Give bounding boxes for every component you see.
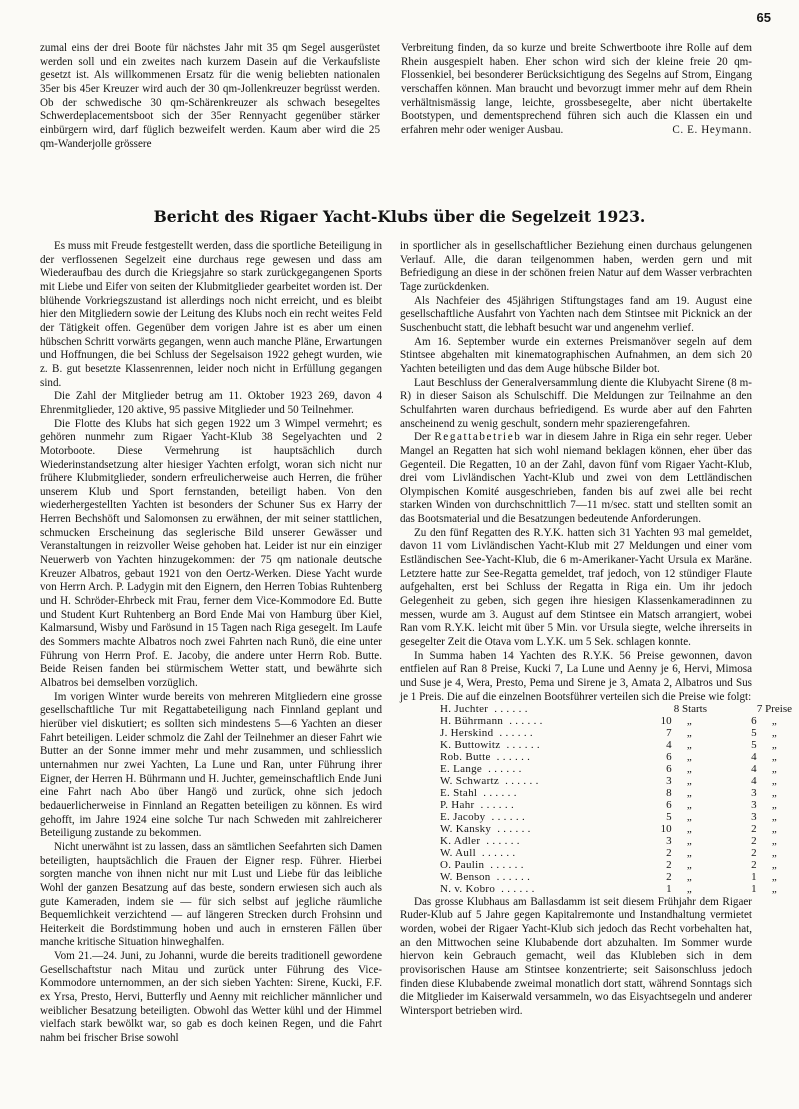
leader-dots: . . . . . . — [483, 786, 517, 799]
ditto-mark: „ — [771, 810, 777, 823]
leader-dots: . . . . . . — [506, 739, 540, 752]
starts-cell: 5 — [666, 810, 672, 823]
ditto-mark: „ — [686, 786, 692, 799]
top-right-column — [401, 42, 752, 138]
ditto-mark: „ — [686, 775, 692, 788]
table-row — [440, 836, 792, 848]
ditto-mark: „ — [686, 834, 692, 847]
leader-dots: . . . . . . — [496, 870, 531, 883]
skipper-name-cell — [440, 884, 622, 896]
starts-cell: 6 — [666, 798, 672, 811]
preise-cell: 2 — [751, 822, 757, 835]
ditto-mark: „ — [771, 775, 777, 788]
skipper-name: E. Jacoby — [440, 810, 486, 823]
table-row — [440, 860, 792, 872]
ditto-mark: „ — [686, 858, 692, 871]
ditto-mark: „ — [771, 858, 777, 871]
starts-cell: 8 — [666, 786, 672, 799]
left-column — [40, 240, 382, 1046]
top-right-text: Verbreitung finden, da so kurze und breite Schwertboote ihre Rolle auf dem Rhein ausgespielt haben. Eher schon wird sich der kleine freie 20 qm-Flossenkiel, bei besonderer Berücksichtigung des Segelns auf Strom, Eingang verschaffen können. Man braucht und bevorzugt immer mehr auf dem Rhein verhältnismässig lange, leichte, grossbesegelte, aber nicht übertakelte Bootstypen, und dementsprechend führen sich auch die Klassen ein und erfahren mehr oder weniger Ausbau. — [401, 42, 752, 136]
preise-cell: 5 — [751, 739, 757, 752]
preise-cell: 3 — [751, 810, 757, 823]
ditto-mark: „ — [686, 882, 692, 895]
skipper-name: K. Adler — [440, 834, 481, 847]
ditto-mark: „ — [771, 715, 777, 728]
ditto-mark: „ — [771, 763, 777, 776]
preise-header: 7 Preise — [756, 703, 792, 716]
leader-dots: . . . . . . — [491, 810, 526, 823]
preise-cell: 1 — [751, 870, 757, 883]
ditto-mark: „ — [771, 834, 777, 847]
ditto-mark: „ — [686, 751, 692, 764]
leader-dots: . . . . . . — [494, 703, 528, 716]
paragraph-members: Die Zahl der Mitglieder betrug am 11. Oktober 1923 269, davon 4 Ehrenmitglieder, 120 aktive, 95 passive Mitglieder und 50 Teilnehmer. — [40, 390, 382, 416]
preise-cell: 2 — [751, 858, 757, 871]
starts-cell: 3 — [666, 834, 672, 847]
starts-cell: 2 — [666, 870, 672, 883]
starts-cell: 1 — [666, 882, 672, 895]
ditto-mark: „ — [686, 727, 692, 740]
leader-dots: . . . . . . — [509, 715, 543, 728]
ditto-mark: „ — [771, 822, 777, 835]
table-row — [440, 812, 792, 824]
preise-cell: 5 — [751, 727, 757, 740]
leader-dots: . . . . . . — [505, 775, 539, 788]
ditto-mark: „ — [686, 739, 692, 752]
starts-cell: 7 — [666, 727, 672, 740]
table-row — [440, 824, 792, 836]
preise-cell: 3 — [751, 798, 757, 811]
starts-cell: 4 — [666, 739, 672, 752]
author-signature: C. E. Heymann. — [672, 123, 752, 136]
paragraph-continuation: in sportlicher als in gesellschaftlicher Beziehung einen durchaus gelungenen Verlauf. Alle, die daran teilgenommen haben, werden gern und mit Befriedigung an diese in der schönen freien Natur auf dem Wasser verbrachten Tage zurückdenken. — [400, 240, 752, 293]
ditto-mark: „ — [686, 822, 692, 835]
skipper-name: H. Juchter — [440, 703, 489, 716]
starts-cell: 6 — [666, 751, 672, 764]
skipper-table — [440, 704, 792, 895]
ditto-mark: „ — [771, 727, 777, 740]
paragraph-schulschiff: Laut Beschluss der Generalversammlung diente die Klubyacht Sirene (8 m-R) in dieser Saison als Schulschiff. Die Meldungen zur Teilnahme an den Schulfahrten waren durchaus befriedigend. Es wurde aber auf den Fahrten anscheinend zu wenig geschult, sondern mehr spazierengefahren. — [400, 376, 752, 430]
top-left-text: zumal eins der drei Boote für nächstes Jahr mit 35 qm Segel ausgerüstet werden soll und ein zweites nach kurzem Dasein auf die Verkaufsliste gesetzt ist. Als willkommenen Ersatz für die wenig beliebten nationalen 35er bis 45er Kreuzer wird auch der 30 qm-Jollenkreuzer begrüsst werden. Ob der schwedische 30 qm-Schärenkreuzer als schwach besegeltes Schwerdeplacementsboot sich der 35er Rennyacht gegenüber stärker einbürgern wird, darf füglich bezweifelt werden. Kaum aber wird die 25 qm-Wanderjolle grössere — [40, 42, 380, 150]
paragraph-intro: Es muss mit Freude festgestellt werden, dass die sportliche Beteiligung in der verflossenen Segelzeit eine durchaus rege gewesen und dass am Wiederaufbau des durch die Kriegsjahre so stark zurückgegangenen Sports mit Liebe und Eifer von seiten der Klubmitglieder gearbeitet worden ist. Der blühende Vorkriegszustand ist allerdings noch nicht erreicht, und es bleibt hier den Mitgliedern sowie der Leitung des Klubs noch ein recht weites Feld der Tätigkeit offen. Gegenüber dem vorigen Jahre ist es aber um einen hübschen Schritt vorwärts gegangen, wenn auch manche Pläne, Erwartungen und Hoffnungen, die bei Schluss der Segelsaison 1922 gehegt wurden, wie z. B. gut besetzte Klassenrennen, leider noch nicht in Erfüllung gegangen sind. — [40, 240, 382, 389]
starts-cell: 2 — [666, 858, 672, 871]
ditto-mark: „ — [686, 763, 692, 776]
paragraph-anniversary: Als Nachfeier des 45jährigen Stiftungstages fand am 19. August eine gesellschaftliche Ausfahrt von Yachten nach dem Stintsee mit Picknick an der Suschenbucht statt, die lebhaft besucht war und angenehm verlief. — [400, 294, 752, 334]
leader-dots: . . . . . . — [490, 858, 524, 871]
skipper-name: W. Benson — [440, 870, 491, 883]
leader-dots: . . . . . . — [499, 727, 533, 740]
leader-dots: . . . . . . — [481, 846, 516, 859]
table-row — [440, 848, 792, 860]
leader-dots: . . . . . . — [480, 798, 515, 811]
preise-cell: 1 — [751, 882, 757, 895]
ditto-mark: „ — [771, 739, 777, 752]
paragraph-clubhouse: Das grosse Klubhaus am Ballasdamm ist seit diesem Frühjahr dem Rigaer Ruder-Klub auf 5 Jahre gegen Kapitalremonte und Instandhaltung vermietet worden, wobei der Rigaer Yacht-Klub sich jedoch das Recht vorbehalten hat, an den Mittwochen seine Klubabende dort abzuhalten. Im Sommer wurde hiervon kein Gebrauch gemacht, weil das Klubleben sich in dem provisorischen Hause am Stintsee konzentrierte; seit Saisonschluss jedoch finden diese Klubabende zweimal monatlich dort statt, während Sonntags sich die Mitglieder im Kaiserwald versammeln, wo das Eisyachtsegeln und anderer Wintersport betrieben wird. — [400, 895, 752, 1017]
preise-cell: 2 — [751, 834, 757, 847]
paragraph-fleet: Die Flotte des Klubs hat sich gegen 1922 um 3 Wimpel vermehrt; es gehören nunmehr zum Rigaer Yacht-Klub 38 Segelyachten und 2 Motorboote. Diese Vermehrung ist hauptsächlich durch Wiederinstandsetzung alter hiesiger Yachten erfolgt, woran sich nicht nur frühere Klubmitglieder, sondern erfreulicherweise auch Herren, die früher unserem Klub und Sport fernstanden, beteiligt haben. Von den wiederhergestellten Yachten ist besonders der Schuner Sus ex Harry der Herren Bechshöft und Salomonsen zu erwähnen, der mit seiner stattlichen, schmucken Erscheinung das seglerische Bild unserer Gewässer und Veranstaltungen in reizvoller Weise gehoben hat. Leider ist nur ein einziger Neuerwerb von Yachten hinzugekommen: der 75 qm nationale deutsche Kreuzer Albatros, gebaut 1921 von den Oertz-Werken. Diese Yacht wurde von Herrn Arch. P. Ladygin mit den Eignern, den Herren Tobias Ruhtenberg und H. Schröder-Ehrbeck mit Frau, ferner dem Vice-Kommodore Ed. Butte und Student Kurt Ruhtenberg an Bord Ende Mai von Hamburg über Kiel, Kalmarsund, Wisby und Farösund in 15 Tagen nach Riga gesegelt. Im Laufe des Sommers machte Albatros noch zwei Fahrten nach Runö, die eine unter Führung von Herrn Prof. E. Jacoby, die andere unter Herrn Rob. Butte. Beide Reisen fanden bei stürmischem Wetter statt, und bewährte sich Albatros bei demselben vorzüglich. — [40, 417, 382, 689]
ditto-mark: „ — [771, 846, 777, 859]
skipper-name: P. Hahr — [440, 798, 475, 811]
starts-cell: 6 — [666, 763, 672, 776]
paragraph-preismanoever: Am 16. September wurde ein externes Preismanöver segeln auf dem Stintsee abgehalten mit kinematographischen Aufnahmen, an dem sich 20 Yachten beteiligten und das dem Auge hübsche Bilder bot. — [400, 335, 752, 375]
preise-cell: 3 — [751, 786, 757, 799]
skipper-name: N. v. Kobro — [440, 882, 496, 895]
leader-dots: . . . . . . — [497, 822, 531, 835]
top-left-column — [40, 42, 380, 151]
preise-cell: 4 — [751, 751, 757, 764]
ditto-mark: „ — [686, 715, 692, 728]
skipper-name: W. Schwartz — [440, 775, 500, 788]
leader-dots: . . . . . . — [501, 882, 535, 895]
regattabetrieb-word: Regattabetrieb — [434, 431, 522, 444]
ditto-mark: „ — [771, 751, 777, 764]
table-row — [440, 884, 792, 896]
ditto-mark: „ — [771, 870, 777, 883]
right-column — [400, 240, 792, 1018]
ditto-mark: „ — [771, 786, 777, 799]
paragraph-finland-tour: Im vorigen Winter wurde bereits von mehreren Mitgliedern eine grosse gesellschaftliche Tur mit Regattabeteiligung nach Finnland geplant und hierüber viel diskutiert; es sollten sich mindestens 5—6 Yachten an dieser Fahrt beteiligen. Leider schmolz die Zahl der Teilnehmer an dieser Fahrt wie Butter an der Sonne immer mehr und mehr zusammen, und schliesslich unternahmen nur zwei Yachten, La Lune und Ran, unter Führung ihrer Eigner, der Herren H. Bührmann und H. Juchter, gemeinschaftlich Ende Juni eine Fahrt nach Abo über Hangö und zurück, ohne sich jedoch bedauerlicherweise in Finnland an Regatten beteiligen zu können. Es wird gehofft, im Jahre 1924 eine solche Tur nach Schweden mit zahlreicherer Beteiligung zustande zu bekommen. — [40, 690, 382, 840]
skipper-name: E. Stahl — [440, 786, 478, 799]
starts-header: 8 Starts — [673, 703, 708, 716]
starts-cell: 3 — [666, 775, 672, 788]
starts-cell: 2 — [666, 846, 672, 859]
starts-cell: 10 — [660, 715, 672, 728]
paragraph-ryk-regattas: Zu den fünf Regatten des R.Y.K. hatten sich 31 Yachten 93 mal gemeldet, davon 11 vom Livländischen Yacht-Klub mit 27 Meldungen und einer vom Estländischen See-Yacht-Klub, die 6 m-Amerikaner-Yacht Ursula ex Maräne. Letztere hatte zur See-Regatta gemeldet, traf jedoch, von 12 stündiger Flaute aufgehalten, erst bei Schluss der Regatta in Riga ein. Um ihr jedoch Gelegenheit zu geben, sich gegen ihre hiesigen Klassenkameradinnen zu messen, wurde am 3. August auf dem Stintsee ein Matsch arrangiert, wobei Ran vom R.Y.K. leicht mit über 5 Min. vor Ursula siegte, welche ihrerseits in gesegelter Zeit die Otava vom L.Y.K. um 5 Sek. schlagen konnte. — [400, 526, 752, 649]
paragraph-ladies: Nicht unerwähnt ist zu lassen, dass an sämtlichen Seefahrten sich Damen beteiligten, hauptsächlich die Frauen der Eigner resp. Führer. Hierbei sorgten manche von ihnen nicht nur mit Lust und Liebe für das leibliche Wohl der ganzen Besatzung auf das beste, sondern erwiesen sich auch als gute Kameraden, indem sie — für sich selbst auf jegliche räumliche Bequemlichkeit verzichtend — auf längeren Strecken durch Frohsinn und Heiterkeit die Bordstimmung hoben und auch in ernsteren Fällen über manche kritische Situation hinweghalfen. — [40, 840, 382, 949]
ditto-mark: „ — [771, 882, 777, 895]
skipper-name: J. Herskind — [440, 727, 494, 740]
article-title: Bericht des Rigaer Yacht-Klubs über die Segelzeit 1923. — [153, 207, 646, 226]
ditto-mark: „ — [686, 798, 692, 811]
ditto-mark: „ — [686, 846, 692, 859]
ditto-mark: „ — [686, 870, 692, 883]
page-number: 65 — [756, 10, 771, 25]
skipper-name: Rob. Butte — [440, 751, 491, 764]
skipper-name: E. Lange — [440, 763, 483, 776]
preise-cell: 4 — [751, 763, 757, 776]
starts-cell: 10 — [660, 822, 672, 835]
ditto-mark: „ — [686, 810, 692, 823]
paragraph-summary: In Summa haben 14 Yachten des R.Y.K. 56 Preise gewonnen, davon entfielen auf Ran 8 Preise, Kucki 7, La Lune und Aenny je 6, Hervi, Mimosa und Suse je 4, Wera, Presto, Pema und Sirene je 3, Amata 2, Albatros und Sus je 1 Preis. Die auf die einzelnen Bootsführer verteilen sich die Preise wie folgt: — [400, 649, 752, 703]
paragraph-johanni: Vom 21.—24. Juni, zu Johanni, wurde die bereits traditionell gewordene Gesellschaftstur nach Mitau und zurück unter Führung des Vice-Kommodore unternommen, an der sich sieben Yachten: Sirene, Kucki, F.F. ex Yrsa, Presto, Hervi, Butterfly und Aenny mit reichlicher männlicher und weiblicher Besatzung beteiligten. Obwohl das Wetter kühl und der Himmel vielfach stark bewölkt war, so gab es doch keinen Regen, und die Fahrt nahm bei frischer Brise sowohl — [40, 950, 382, 1045]
leader-dots: . . . . . . — [496, 751, 531, 764]
skipper-name: W. Kansky — [440, 822, 492, 835]
paragraph-regattas: Der Regattabetrieb war in diesem Jahre in Riga ein sehr reger. Ueber Mangel an Regatten hat sich wohl niemand beklagen können, eher über das Gegenteil. Die Regatten, 10 an der Zahl, davon fünf vom Rigaer Yacht-Klub, drei vom Livländischen Yacht-Klub und zwei von dem Lettländischen Olympischen Komité ausgeschrieben, fanden bis auf zwei alle bei recht starken Winden von durchschnittlich 7—11 m/sec. statt und stellten somit an das Bootsmaterial und die Besatzungen bedeutende Anforderungen. — [400, 431, 752, 526]
skipper-name: K. Buttowitz — [440, 739, 501, 752]
preise-cell: 2 — [751, 846, 757, 859]
leader-dots: . . . . . . — [486, 834, 520, 847]
preise-cell: 4 — [751, 775, 757, 788]
table-row — [440, 740, 792, 752]
skipper-name: H. Bührmann — [440, 715, 504, 728]
leader-dots: . . . . . . — [488, 763, 522, 776]
skipper-name: O. Paulin — [440, 858, 485, 871]
ditto-mark: „ — [771, 798, 777, 811]
skipper-name: W. Aull — [440, 846, 476, 859]
preise-cell: 6 — [751, 715, 757, 728]
